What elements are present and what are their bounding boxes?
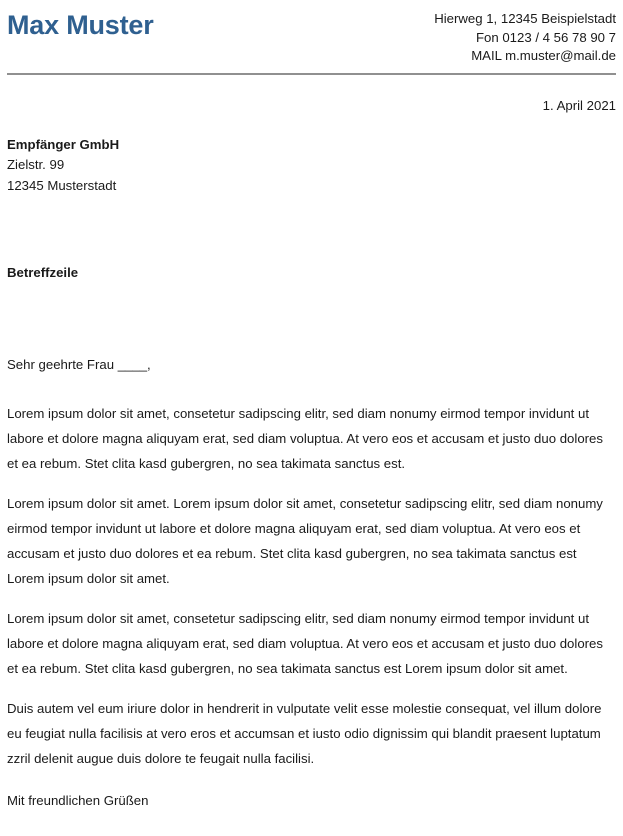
subject-line: Betreffzeile (7, 265, 79, 281)
letter-date: 1. April 2021 (542, 97, 616, 113)
salutation-line: Sehr geehrte Frau ____, (7, 357, 151, 373)
closing-line: Mit freundlichen Grüßen (7, 793, 149, 809)
sender-address-line: Hierweg 1, 12345 Beispielstadt (434, 11, 616, 26)
recipient-address-block (7, 135, 616, 197)
sender-name: Max Muster (7, 10, 154, 40)
body-paragraph: Duis autem vel eum iriure dolor in hendrerit in vulputate velit esse molestie consequat, vel illum dolore eu feugiat nulla facilisis at vero eros et accumsan et iusto odio dignissim qui blandit praesent luptatum zzril delenit augue duis dolore te feugait nulla facilisi. (7, 701, 602, 767)
recipient-organization: Empfänger GmbH (7, 136, 120, 152)
sender-phone-line: Fon 0123 / 4 56 78 90 7 (475, 29, 616, 45)
letter-body (7, 401, 616, 771)
recipient-city: 12345 Musterstadt (7, 177, 117, 193)
body-paragraph: Lorem ipsum dolor sit amet. Lorem ipsum dolor sit amet, consetetur sadipscing elitr, sed diam nonumy eirmod tempor invidunt ut labore et dolore magna aliquyam erat, sed diam voluptua. At vero eos et accusam et justo duo dolores et ea rebum. Stet clita kasd gubergren, no sea takimata sanctus est Lorem ipsum dolor sit amet. (7, 496, 603, 587)
body-paragraph: Lorem ipsum dolor sit amet, consetetur sadipscing elitr, sed diam nonumy eirmod tempor invidunt ut labore et dolore magna aliquyam erat, sed diam voluptua. At vero eos et accusam et justo duo dolores et ea rebum. Stet clita kasd gubergren, no sea takimata sanctus est. (7, 406, 603, 472)
body-paragraph: Lorem ipsum dolor sit amet, consetetur sadipscing elitr, sed diam nonumy eirmod tempor invidunt ut labore et dolore magna aliquyam erat, sed diam voluptua. At vero eos et accusam et justo duo dolores et ea rebum. Stet clita kasd gubergren, no sea takimata sanctus est Lorem ipsum dolor sit amet. (7, 611, 603, 677)
sender-contact-block (434, 8, 616, 66)
header-divider (7, 73, 616, 75)
letterhead (7, 0, 616, 66)
sender-email-line: MAIL m.muster@mail.de (471, 48, 616, 64)
recipient-street: Zielstr. 99 (7, 157, 65, 173)
